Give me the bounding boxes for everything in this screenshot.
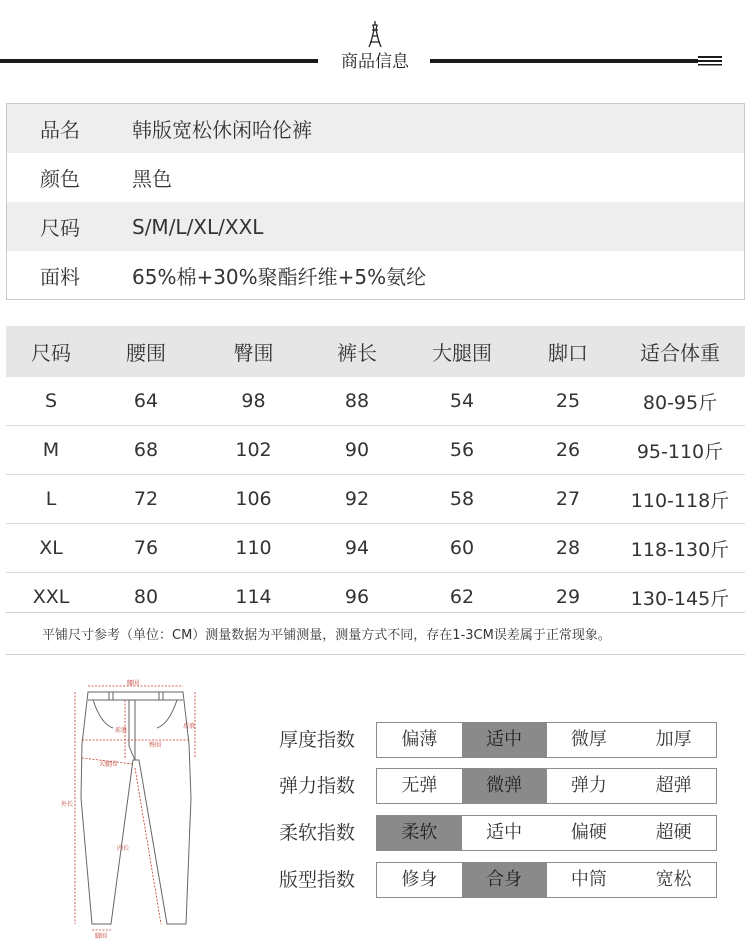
column-header: 尺码 (6, 326, 96, 377)
index-option: 偏硬 (570, 822, 607, 843)
table-cell: 110-118斤 (615, 475, 745, 524)
index-option: 修身 (401, 869, 438, 890)
table-cell: 58 (403, 475, 521, 524)
pants-measurement-diagram (55, 678, 215, 940)
table-cell: XL (6, 524, 96, 573)
table-cell: 95-110斤 (615, 426, 745, 475)
table-cell: 94 (311, 524, 403, 573)
header-end-lines-icon (698, 56, 722, 66)
table-cell: 76 (96, 524, 196, 573)
index-option: 中筒 (570, 869, 607, 890)
column-header: 脚口 (521, 326, 615, 377)
label-hip: 臀围 (149, 742, 162, 749)
info-value: 黑色 (132, 167, 172, 191)
index-scale (376, 815, 717, 851)
index-label: 版型指数 (278, 869, 355, 891)
table-cell: 102 (196, 426, 311, 475)
table-cell: 98 (196, 377, 311, 426)
table-cell: 72 (96, 475, 196, 524)
size-chart (6, 326, 745, 621)
column-header: 裤长 (311, 326, 403, 377)
index-softness (262, 815, 722, 851)
table-cell: 80 (133, 586, 159, 608)
index-option: 柔软 (377, 816, 462, 850)
section-header (0, 0, 750, 90)
table-row (6, 524, 745, 573)
index-thickness (262, 722, 722, 758)
index-option: 合身 (462, 863, 547, 897)
size-table (6, 326, 745, 621)
index-option: 微弹 (462, 769, 547, 803)
info-key: 颜色 (40, 167, 80, 191)
table-cell: 92 (311, 475, 403, 524)
label-thigh: 大腿围 (99, 761, 118, 768)
table-cell: 130-145斤 (630, 587, 730, 610)
index-label: 柔软指数 (278, 822, 355, 844)
header-line-left (0, 59, 318, 63)
table-cell: 110 (196, 524, 311, 573)
column-header: 适合体重 (615, 326, 745, 377)
measurement-note: 平铺尺寸参考（单位：CM）测量数据为平铺测量，测量方式不同，存在1-3CM误差属于正常现象。 (6, 612, 745, 655)
table-cell: 96 (344, 586, 370, 608)
table-cell: 106 (196, 475, 311, 524)
index-scale (376, 768, 717, 804)
table-cell: L (6, 475, 96, 524)
eiffel-tower-icon (361, 20, 389, 48)
table-cell: 68 (96, 426, 196, 475)
index-scale (376, 722, 717, 758)
index-option: 微厚 (570, 729, 607, 750)
index-option: 加厚 (655, 729, 692, 750)
table-row (6, 475, 745, 524)
index-option: 适中 (462, 723, 547, 757)
table-cell: 27 (521, 475, 615, 524)
table-cell: 118-130斤 (615, 524, 745, 573)
table-cell: 60 (403, 524, 521, 573)
info-value: 韩版宽松休闲哈伦裤 (132, 118, 312, 142)
pants-outline (81, 692, 191, 924)
table-cell: 25 (521, 377, 615, 426)
info-key: 面料 (40, 265, 80, 289)
column-header: 臀围 (196, 326, 311, 377)
table-cell: 88 (311, 377, 403, 426)
info-row (7, 104, 744, 153)
info-row (7, 153, 744, 202)
info-row (7, 202, 744, 251)
index-option: 超硬 (655, 822, 692, 843)
index-option: 弹力 (570, 775, 607, 796)
table-cell: 26 (521, 426, 615, 475)
section-title: 商品信息 (341, 52, 409, 72)
column-header: 腰围 (96, 326, 196, 377)
column-header: 大腿围 (403, 326, 521, 377)
info-key: 品名 (40, 118, 80, 142)
index-option: 偏薄 (401, 729, 438, 750)
table-cell: 54 (403, 377, 521, 426)
label-front-rise: 前浪 (115, 727, 128, 734)
info-key: 尺码 (40, 216, 80, 240)
info-value: S/M/L/XL/XXL (132, 214, 264, 239)
index-scale (376, 862, 717, 898)
table-cell: S (6, 377, 96, 426)
index-label: 弹力指数 (278, 775, 355, 797)
index-option: 无弹 (401, 775, 438, 796)
index-option: 超弹 (655, 775, 692, 796)
index-fit (262, 862, 722, 898)
table-cell: 90 (311, 426, 403, 475)
table-cell: 28 (521, 524, 615, 573)
table-row (6, 377, 745, 426)
table-cell: 29 (555, 586, 581, 608)
table-cell: 114 (235, 586, 272, 608)
table-cell: 56 (403, 426, 521, 475)
table-row (6, 426, 745, 475)
table-cell: XXL (32, 586, 70, 608)
index-option: 宽松 (655, 869, 692, 890)
table-cell: 80-95斤 (615, 377, 745, 426)
header-line-right (430, 59, 698, 63)
index-elasticity (262, 768, 722, 804)
index-option: 适中 (486, 822, 523, 843)
info-row (7, 251, 744, 300)
label-inseam: 内长 (117, 845, 130, 852)
label-back-rise: 后浪 (183, 723, 196, 730)
product-info-table (6, 103, 745, 300)
label-outseam: 外长 (61, 801, 74, 808)
size-table-header (6, 326, 745, 377)
info-value: 65%棉+30%聚酯纤维+5%氨纶 (132, 265, 427, 289)
index-label: 厚度指数 (278, 729, 355, 751)
label-waist: 腰围 (127, 680, 140, 687)
table-cell: 64 (96, 377, 196, 426)
table-cell: M (6, 426, 96, 475)
label-hem: 脚围 (95, 933, 108, 940)
table-cell: 62 (449, 586, 475, 608)
